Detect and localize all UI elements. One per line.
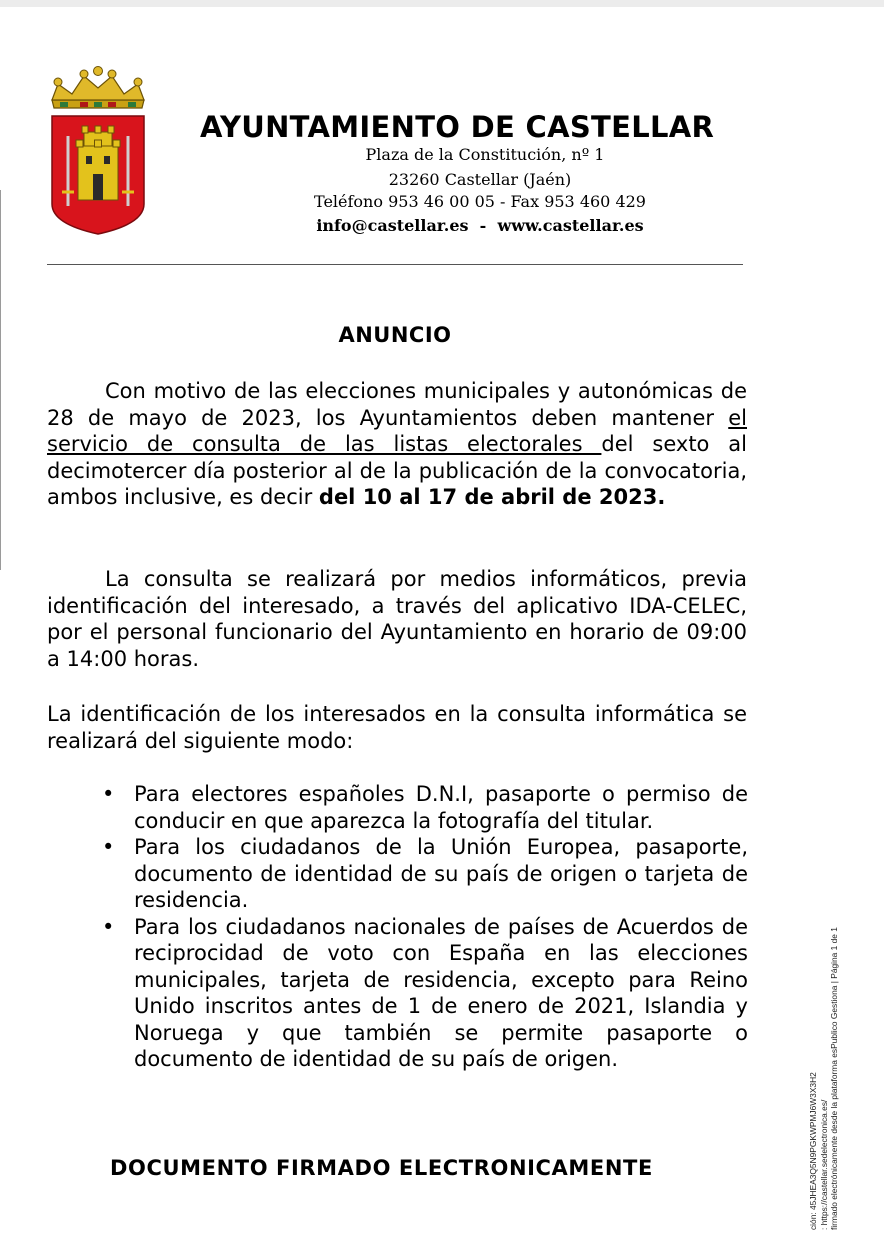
list-item-text: Para los ciudadanos nacionales de países de Acuerdos de reciprocidad de voto con España en las elecciones municipales, tarjeta de residencia, excepto para Reino Unido inscritos antes de 1 de enero de 2021, Islandia y Noruega y que también se permite pasaporte o documento de identidad de su país de origen. xyxy=(134,914,748,1071)
paragraph-1-text-b: del sexto al decimotercer día posterior al de la publicación de la convocatoria, ambos inclusive, es decir xyxy=(47,432,747,509)
side-verification-stamp xyxy=(808,870,840,1230)
document-heading: ANUNCIO xyxy=(338,323,452,347)
paragraph-1 xyxy=(47,378,747,511)
side-stamp-url: : https://castellar.sedelectronica.es/ xyxy=(818,1099,829,1230)
header-divider xyxy=(47,264,743,265)
paragraph-3: La identificación de los interesados en la consulta informática se realizará del siguiente modo: xyxy=(47,702,747,753)
side-stamp-code: ción: 45JHEA3Q5N9PGKWPMJ6W3X3H2 xyxy=(808,1072,818,1230)
list-item-text: Para los ciudadanos de la Unión Europea, pasaporte, documento de identidad de su país de origen o tarjeta de residencia. xyxy=(134,835,748,912)
side-stamp-platform: firmado electrónicamente desde la plataforma esPublico Gestiona | Página 1 de 1 xyxy=(829,927,839,1230)
bullet-icon: • xyxy=(102,914,115,939)
address-line-1: Plaza de la Constitución, nº 1 xyxy=(365,145,605,164)
bullet-icon: • xyxy=(102,835,115,859)
crown-icon xyxy=(52,67,144,109)
phone-fax: Teléfono 953 46 00 05 - Fax 953 460 429 xyxy=(314,192,646,211)
email-website: info@castellar.es - www.castellar.es xyxy=(316,216,644,235)
top-bar xyxy=(0,0,884,7)
paragraph-1-dates: del 10 al 17 de abril de 2023. xyxy=(318,485,666,509)
paragraph-1-text-a: Con motivo de las elecciones municipales y autonómicas de 28 de mayo de 2023, los Ayuntamientos deben mantener xyxy=(47,379,747,430)
signed-label: DOCUMENTO FIRMADO ELECTRONICAMENTE xyxy=(110,1156,653,1180)
paragraph-1-underlined: el servicio de consulta de las listas electorales xyxy=(47,405,747,456)
list-item xyxy=(100,914,748,1073)
list-item xyxy=(100,834,748,914)
address-line-2: 23260 Castellar (Jaén) xyxy=(388,170,572,189)
bullet-icon: • xyxy=(102,782,115,806)
list-item xyxy=(100,781,748,834)
left-margin-line xyxy=(0,190,1,570)
organization-name: AYUNTAMIENTO DE CASTELLAR xyxy=(200,110,715,144)
paragraph-2: La consulta se realizará por medios informáticos, previa identificación del interesado, a través del aplicativo IDA-CELEC, por el personal funcionario del Ayuntamiento en horario de 09:00 a 14:00 horas. xyxy=(47,567,747,671)
identification-list xyxy=(100,781,748,1073)
list-item-text: Para electores españoles D.N.I, pasaporte o permiso de conducir en que aparezca la fotografía del titular. xyxy=(134,782,748,833)
coat-of-arms-icon xyxy=(46,66,150,236)
